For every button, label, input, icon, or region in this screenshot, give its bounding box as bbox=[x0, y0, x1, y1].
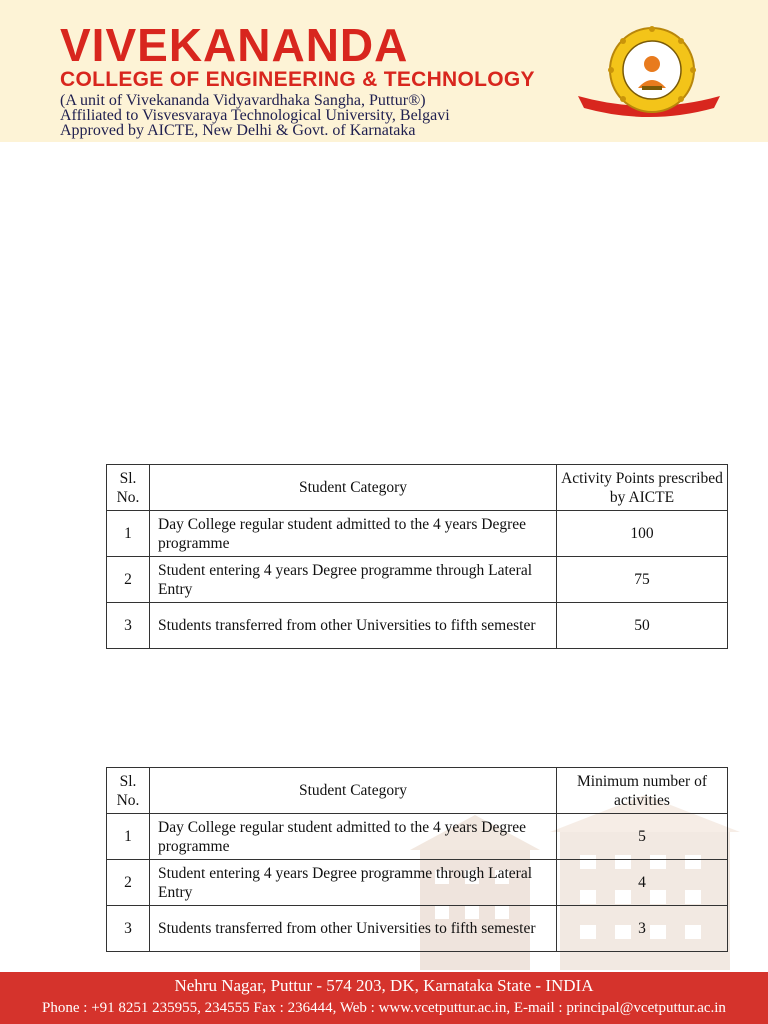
table-row bbox=[107, 511, 728, 557]
cell-sl: 1 bbox=[107, 814, 150, 860]
cell-sl: 2 bbox=[107, 557, 150, 603]
header-activity-points: Activity Points prescribed by AICTE bbox=[557, 465, 728, 511]
table-header-row bbox=[107, 768, 728, 814]
cell-category: Student entering 4 years Degree programme through Lateral Entry bbox=[150, 557, 557, 603]
cell-value: 5 bbox=[557, 814, 728, 860]
header-student-category: Student Category bbox=[150, 465, 557, 511]
header-line-unit: (A unit of Vivekananda Vidyavardhaka Sangha, Puttur®) bbox=[60, 92, 426, 109]
table-row bbox=[107, 557, 728, 603]
table-row bbox=[107, 860, 728, 906]
cell-category: Day College regular student admitted to the 4 years Degree programme bbox=[150, 814, 557, 860]
college-subtitle: COLLEGE OF ENGINEERING & TECHNOLOGY bbox=[60, 68, 535, 91]
footer-contact: Phone : +91 8251 235955, 234555 Fax : 236444, Web : www.vcetputtur.ac.in, E-mail : principal@vcetputtur.ac.in bbox=[42, 1000, 726, 1016]
cell-value: 3 bbox=[557, 906, 728, 952]
header-line-approval: Approved by AICTE, New Delhi & Govt. of Karnataka bbox=[60, 122, 416, 139]
cell-value: 4 bbox=[557, 860, 728, 906]
cell-value: 100 bbox=[557, 511, 728, 557]
footer-address: Nehru Nagar, Puttur - 574 203, DK, Karnataka State - INDIA bbox=[174, 976, 594, 995]
cell-sl: 1 bbox=[107, 511, 150, 557]
header-student-category: Student Category bbox=[150, 768, 557, 814]
cell-category: Students transferred from other Universities to fifth semester bbox=[150, 603, 557, 649]
minimum-activities-table bbox=[106, 767, 728, 952]
header-line-affiliation: Affiliated to Visvesvaraya Technological University, Belgavi bbox=[60, 107, 450, 124]
letterhead-header bbox=[0, 0, 768, 142]
header-minimum-activities: Minimum number of activities bbox=[557, 768, 728, 814]
header-sl-no: Sl. No. bbox=[107, 465, 150, 511]
table-header-row bbox=[107, 465, 728, 511]
table-row bbox=[107, 814, 728, 860]
cell-category: Students transferred from other Universities to fifth semester bbox=[150, 906, 557, 952]
header-sl-no: Sl. No. bbox=[107, 768, 150, 814]
cell-category: Student entering 4 years Degree programme through Lateral Entry bbox=[150, 860, 557, 906]
cell-value: 75 bbox=[557, 557, 728, 603]
table-row bbox=[107, 906, 728, 952]
cell-value: 50 bbox=[557, 603, 728, 649]
college-seal-icon bbox=[574, 22, 724, 122]
cell-category: Day College regular student admitted to the 4 years Degree programme bbox=[150, 511, 557, 557]
cell-sl: 3 bbox=[107, 603, 150, 649]
college-name: VIVEKANANDA bbox=[60, 19, 409, 71]
activity-points-table bbox=[106, 464, 728, 649]
letterhead-footer bbox=[0, 972, 768, 1024]
table-row bbox=[107, 603, 728, 649]
cell-sl: 3 bbox=[107, 906, 150, 952]
cell-sl: 2 bbox=[107, 860, 150, 906]
